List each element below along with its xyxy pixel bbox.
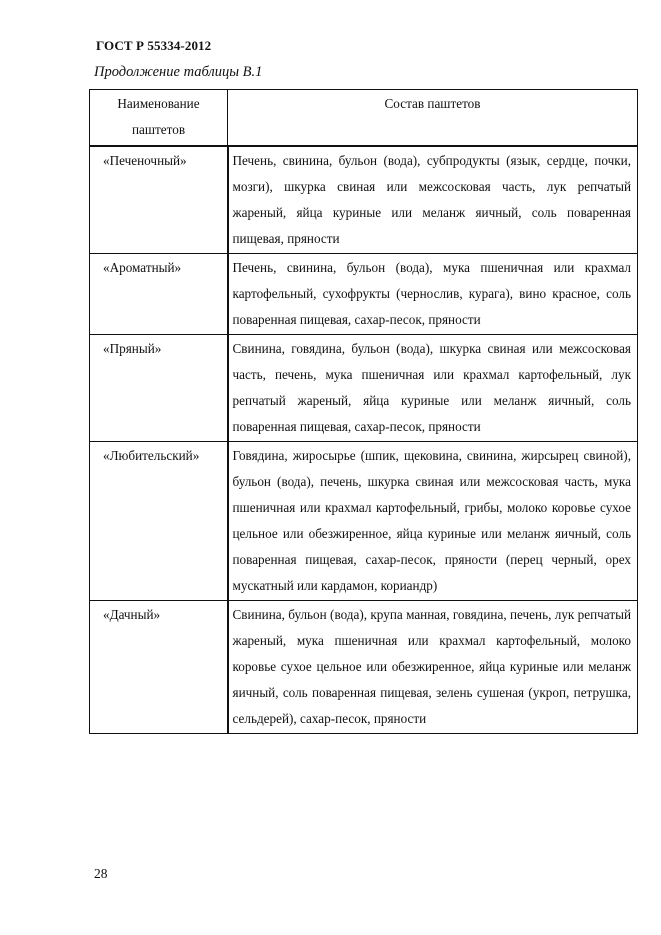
pate-composition-table bbox=[89, 89, 638, 734]
document-code: ГОСТ Р 55334-2012 bbox=[96, 38, 212, 53]
table-header-row bbox=[90, 90, 638, 146]
pate-name-cell: «Ароматный» bbox=[90, 253, 228, 334]
pate-composition-cell: Печень, свинина, бульон (вода), субпродукты (язык, сердце, почки, мозги), шкурка свиная или межсосковая часть, лук репчатый жареный, яйца куриные или меланж яичный, соль поваренная пищевая, пряности bbox=[228, 146, 638, 254]
pate-composition-cell: Свинина, бульон (вода), крупа манная, говядина, печень, лук репчатый жареный, мука пшеничная или крахмал картофельный, молоко коровье сухое цельное или обезжиренное, яйца куриные или меланж яичный, соль поваренная пищевая, зелень сушеная (укроп, петрушка, сельдерей), сахар-песок, пряности bbox=[228, 600, 638, 733]
pate-name-cell: «Любительский» bbox=[90, 441, 228, 600]
pate-composition-cell: Свинина, говядина, бульон (вода), шкурка свиная или межсосковая часть, печень, мука пшеничная или крахмал картофельный, лук репчатый жареный, яйца куриные или меланж яичный, соль поваренная пищевая, сахар-песок, пряности bbox=[228, 334, 638, 441]
table-row bbox=[90, 441, 638, 600]
page-number: 28 bbox=[94, 866, 108, 881]
table-row bbox=[90, 334, 638, 441]
table-row bbox=[90, 146, 638, 254]
pate-composition-cell: Печень, свинина, бульон (вода), мука пшеничная или крахмал картофельный, сухофрукты (чернослив, курага), вино красное, соль поваренная пищевая, сахар-песок, пряности bbox=[228, 253, 638, 334]
column-header-composition: Состав паштетов bbox=[228, 90, 638, 146]
column-header-name: Наименование паштетов bbox=[90, 90, 228, 146]
pate-name-cell: «Дачный» bbox=[90, 600, 228, 733]
table-continuation-caption: Продолжение таблицы В.1 bbox=[94, 64, 263, 80]
pate-name-cell: «Печеночный» bbox=[90, 146, 228, 254]
table-row bbox=[90, 600, 638, 733]
pate-name-cell: «Пряный» bbox=[90, 334, 228, 441]
table-row bbox=[90, 253, 638, 334]
pate-composition-cell: Говядина, жиросырье (шпик, щековина, свинина, жирсырец свиной), бульон (вода), печень, шкурка свиная или межсосковая часть, мука пшеничная или крахмал картофельный, грибы, молоко коровье сухое цельное или обезжиренное, яйца куриные или меланж яичный, соль поваренная пищевая, сахар-песок, пряности (перец черный, орех мускатный или кардамон, кориандр) bbox=[228, 441, 638, 600]
